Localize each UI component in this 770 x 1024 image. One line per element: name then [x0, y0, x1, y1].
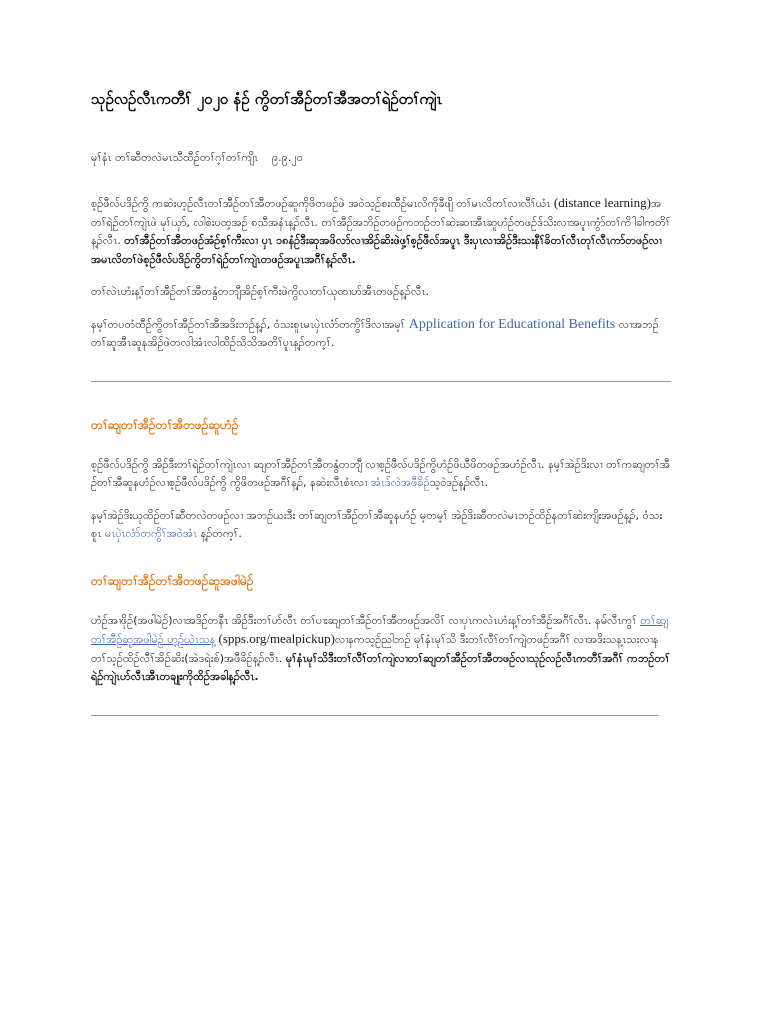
home-delivery-text-b: သ့ဝဲဒဉ်န့ၣ်လီၤ. — [429, 476, 488, 489]
intro-paragraph-1 — [91, 194, 671, 269]
distance-learning-term: (distance learning) — [553, 195, 651, 210]
meal-pickup-website-link[interactable]: တၢ်ဆျတၢ်အီဉ်ဆူအဖါမဲဉ် ဟ့ဉ်ယဲၤသန့ — [91, 613, 668, 646]
intro-paragraph-2: တၢ်လဲၤဟံးန့ၢ်တၢ်အီဉ်တၢ်အီတနွံတဘျီအိဉ်စ့ၢ်ကီးဖဲကွိလၢတၢ်ယုထၢဟ်အီၤတဖဉ်န့ၣ်လီၤ. — [91, 285, 429, 298]
apartment-text-a: ဟံဉ်အၢဖိုဉ်(အဖါမဲဉ်)လၢအဒိဉ်တနီၤ အိဉ်ဒီးတၢ်ဟ်လီၤ တၢ်ပၢးဆျတၢ်အီဉ်တၢ်အီတဖဉ်အလိၢ် လၢပှၤကလဲၤဟံးန့ၢ်တၢ်အီဉ်အဂီၢ်လီၤ. နမ်လီၤကွၢ် — [91, 613, 641, 627]
update-date-line — [91, 150, 671, 166]
intro-paragraph-3 — [91, 316, 671, 353]
home-delivery-text-a: စ့ဉ်ဖီလ်ပဒိဉ်ကွိ အိဉ်ဒီးတၢ်ရဲဉ်တၢ်ကျဲၤလၢ ဆျတၢ်အီဉ်တၢ်အီတနွံတဘျီ လၢစ့ဉ်ဖီလ်ပဒိဉ်ကွိဟံဉ်ဖိယီဖိတဖဉ်အဟံဉ်လီၤ. နမ့ၢ်အဲဉ်ဒိးလၢ တၢ်ကဆျတၢ်အီဉ်တၢ်အီဆူနဟံဉ်လၢစ့ဉ်ဖီလ်ပဒိဉ်ကွိ ကွိဖိတဖဉ်အဂီၢ်န့ၣ်, နဆဲးလီၤစံၤလၢ — [91, 457, 670, 489]
intro-p3-text-b: လၢအဘဉ်တၢ်ဆူအီၤဆူနအိဉ်ဖဲတလါအံၤလါထိဉ်သိသိအတိၢ်ပူၤန့ၣ်တက့ၢ်. — [91, 317, 659, 349]
apartment-text-b: လၢနကသ့ဉ်ညါဘဉ် မုၢ်နံၤမုၢ်သိ ဒီးတၢ်လီၢ်တၢ်ကျဲတဖဉ်အဂီၢ် လၢအဒိးသန့ၤသးလၢနတၢ်သ့ဉ်ထိဉ်လီၢ်အိဉ်ဆိး(အဲဒရဲးစ်)အဖီခိဉ်န့ၣ်လီၤ. — [91, 633, 659, 665]
home-delivery-signup-link[interactable]: အံၤဒ်လဲအဖီခိဉ် — [370, 476, 430, 489]
home-delivery-p2-text-b: န့ၣ်တက့ၢ်. — [197, 527, 242, 540]
section-divider — [91, 381, 671, 382]
update-date-label: မုၢ်နံၤ တၢ်ဆီတလဲမၤသီထီဉ်တၢ်ဂ့ၢ်တၢ်ကျိၤ — [91, 151, 258, 164]
home-delivery-paragraph-1 — [91, 456, 671, 493]
apartment-delivery-heading: တၢ်ဆျတၢ်အီဉ်တၢ်အီတဖဉ်ဆူအဖါမဲဉ် — [91, 573, 254, 588]
document-title: သုဉ်လဉ်လီၤကတီၢ် ၂၀၂၀ နံဉ် ကွိတၢ်အီဉ်တၢ်အီအတၢ်ရဲဉ်တၢ်ကျဲၤ — [91, 90, 443, 108]
document-page — [91, 88, 671, 750]
apartment-delivery-paragraph — [91, 612, 671, 687]
apartment-schedule-bold: မုၢ်နံၤမုၢ်သိဒီးတၢ်လီၢ်တၢ်ကျဲလၢတၢ်ဆျတၢ်အီဉ်တၢ်အီတဖဉ်လၢသုဉ်လဉ်လီၤကတီၢ်အဂီၢ် ကဘဉ်တၢ်ရဲဉ်ကျဲၤဟ်လီၤအီၤတချုးကိုထိဉ်အခါန့ၣ်လီၤ. — [91, 651, 670, 683]
intro-text-a: စ့ဉ်ဖီလ်ပဒိဉ်ကွိ ကဆဲးဟ့ဉ်လီၤတၢ်အီဉ်တၢ်အီတဖဉ်ဆူကိုဖိတဖဉ်ဖဲ အဝဲသ့ဉ်စးထီဉ်မၤလိကိုခီဖျိ တၢ်မၤလိတၢ်လၢလီၢ်ယံၤ — [91, 197, 551, 210]
application-educational-benefits-link[interactable]: Application for Educational Benefits — [408, 316, 616, 332]
home-delivery-paragraph-2 — [91, 507, 671, 544]
bottom-divider — [91, 715, 659, 716]
intro-p3-text-a: နမ့ၢ်တပတံထီဉ်ကွိတၢ်အီဉ်တၢ်အီအဒိးဘဉ်န့ၣ်, ဝံသးစူၤမၤပှဲၤလံာ်တကွိၢ်ဒိလၢအမ့ၢ် — [91, 317, 406, 331]
intro-eligibility-bold: တၢ်အီဉ်တၢ်အီတဖဉ်အံဉ်စ့ၢ်ကီးလၢ ပှၤ ၁၈နံဉ်ဒီးဆုအဖိလာ်လၢအိဉ်ဆိးဖဲဖှ့ၢ်စ့ဉ်ဖီလ်အပူၤ ဒီးပှၤလၢအိဉ်ဒီးသးနီၢ်ခိတၢ်လီၤတုၢ်လီၤကာ်တဖဉ်လၢအမၤလိတၢ်ဖဲစ့ဉ်ဖီလ်ပဒိဉ်ကွိတၢ်ရဲဉ်တၢ်ကျဲၤတဖဉ်အပူၤအဂီၢ်န့ၣ်လီၤ. — [91, 234, 662, 266]
change-form-link[interactable]: မၤပှဲၤလံာ်တကွိၢ်အဝဲအံၤ — [104, 527, 198, 540]
home-delivery-heading: တၢ်ဆျတၢ်အီဉ်တၢ်အီတဖဉ်ဆူဟံဉ် — [91, 417, 239, 432]
update-date-value: ၉.၉.၂၀ — [271, 151, 303, 164]
home-delivery-p2-text-a: နမ့ၢ်အဲဉ်ဒိးယုထိဉ်တၢ်ဆီတလဲတဖဉ်လၢ အဘဉ်ယးဒီး တၢ်ဆျတၢ်အီဉ်တၢ်အီဆူနဟံဉ် မ့တမ့ၢ် အဲဉ်ဒိးဆီတလဲမၤဘဉ်ထိဉ်နတၢ်ဆဲးကျိးအဖဉ်န့ၣ်, ဝံသးစူၤ — [91, 508, 663, 540]
meal-pickup-url-text: (spps.org/mealpickup) — [215, 631, 335, 646]
intro-text-b: အတၢ်ရဲဉ်တၢ်ကျဲၤဖဲ မုၢ်ယှာ်, လါစဲးပထ့အဉ် ၈သီအနံၤန့ၣ်လီၤ. တၢ်အီဉ်အဘိဉ်တဖဉ်ကဘဉ်တၢ်ဆဲးဆၢအီၤဆူဟံဉ်တဖဉ်ဒ်သိးလၢအပူၤကွံာ်တၢ်ကိါခါကတိၢ်န့ၣ်လီၤ. — [91, 197, 671, 247]
